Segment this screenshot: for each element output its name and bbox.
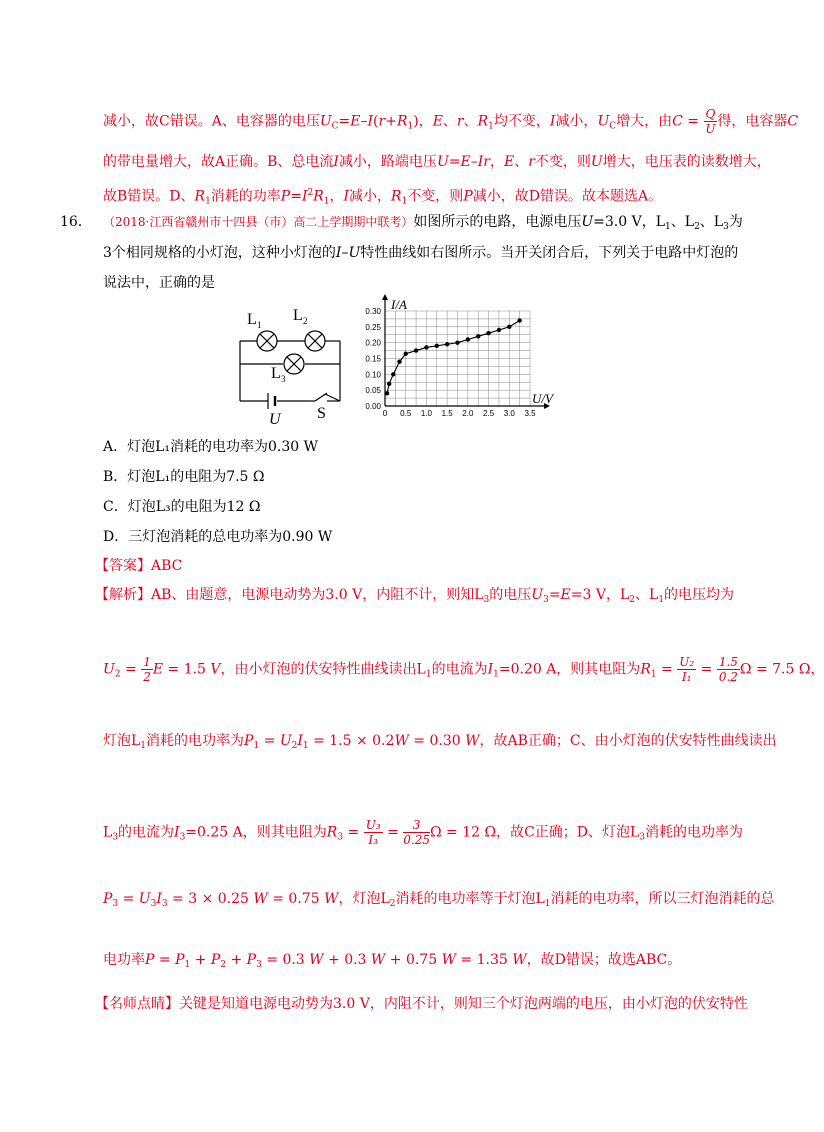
- figure: [235, 296, 553, 431]
- label-u: U: [269, 411, 281, 428]
- data-point: [507, 325, 511, 329]
- label-l3: L: [271, 365, 281, 382]
- question-line-3: 说法中，正确的是: [103, 275, 215, 291]
- question-source: （2018·江西省赣州市十四县（市）高二上学期期中联考）: [103, 215, 414, 229]
- question-line-1: （2018·江西省赣州市十四县（市）高二上学期期中联考）如图所示的电路，电源电压U=3.0 V，$L_1$、$L_2$、$L_3$为: [103, 214, 743, 232]
- lamp-l3-icon: [284, 354, 304, 374]
- data-point: [466, 337, 470, 341]
- x-tick-label: 2.5: [483, 409, 495, 418]
- data-point: [497, 328, 501, 332]
- x-axis-label: U/V: [532, 391, 553, 406]
- lamp-l2-icon: [305, 331, 325, 351]
- x-tick-label: 2.0: [462, 409, 474, 418]
- analysis-a3: 灯泡$L_1$消耗的电功率为$P_1 = U_2I_1 = 1.5 \times 0.2W = 0.30$ W，故AB正确；C、由小灯泡的伏安特性曲线读出: [103, 733, 777, 751]
- teacher-tip: 【名师点睛】关键是知道电源电动势为3.0 V，内阻不计，则知三个灯泡两端的电压，由小灯泡的伏安特性: [95, 996, 748, 1012]
- data-point: [404, 352, 408, 356]
- analysis-line-2: 的带电量增大，故A正确。B、总电流I减小，路端电压U=E–Ir，E、r不变，则U增大，电压表的读数增大，: [103, 154, 771, 170]
- data-point: [385, 391, 389, 395]
- y-axis-arrow-icon: [382, 294, 388, 300]
- data-point: [435, 344, 439, 348]
- data-point: [445, 342, 449, 346]
- x-tick-label: 1.5: [441, 409, 453, 418]
- answer: 【答案】ABC: [95, 558, 183, 574]
- analysis-line-3: 故B错误。D、$R_1$消耗的功率$P=I^2R_1$，I减小，$R_1$不变，则P减小，故D错误。故本题选A。: [103, 188, 663, 207]
- data-point: [414, 348, 418, 352]
- iu-chart: [365, 294, 555, 418]
- analysis-a1: 【解析】AB、由题意，电源电动势为3.0 V，内阻不计，则知$L_3$的电压$U_3=E=3$ V，$L_2$、$L_1$的电压均为: [95, 587, 735, 605]
- y-tick-label: 0.25: [365, 322, 381, 332]
- y-tick-label: 0.10: [365, 370, 381, 380]
- y-axis-label: I/A: [391, 297, 407, 312]
- label-l2-sub: 2: [303, 316, 308, 326]
- y-tick-label: 0.00: [365, 402, 381, 411]
- label-l1-sub: 1: [257, 320, 262, 330]
- x-tick-label: 3.0: [503, 409, 515, 418]
- y-tick-label: 0.15: [365, 354, 381, 364]
- data-point: [455, 340, 459, 344]
- option-d: D．三灯泡消耗的总电功率为0.90 W: [103, 529, 333, 545]
- circuit-diagram: [240, 341, 340, 409]
- option-c: C．灯泡L₃的电阻为12 Ω: [103, 499, 261, 515]
- question-number: 16．: [60, 214, 92, 230]
- question-line-2: 3个相同规格的小灯泡，这种小灯泡的I–U特性曲线如右图所示。当开关闭合后，下列关于电路中灯泡的: [103, 245, 739, 261]
- x-tick-label: 0.5: [400, 409, 412, 418]
- label-s: S: [317, 405, 326, 422]
- label-l3-sub: 3: [281, 374, 286, 384]
- option-b: B．灯泡L₁的电阻为7.5 Ω: [103, 469, 265, 485]
- analysis-a6: 电功率$P = P_1 + P_2 + P_3 = 0.3$ W + 0.3 W + 0.75 W = 1.35 W，故D错误；故选ABC。: [103, 952, 682, 970]
- data-point: [391, 372, 395, 376]
- option-a: A．灯泡L₁消耗的电功率为0.30 W: [103, 439, 319, 455]
- data-point: [486, 331, 490, 335]
- label-l2: L: [293, 307, 303, 324]
- data-point: [476, 334, 480, 338]
- y-tick-label: 0.20: [365, 338, 381, 348]
- analysis-a5: $P_3 = U_3I_3 = 3 \times 0.25$ W = 0.75 W，灯泡$L_2$消耗的电功率等于灯泡$L_1$消耗的电功率，所以三灯泡消耗的总: [103, 891, 775, 909]
- analysis-line-1: 减小，故C错误。A、电容器的电压$U_C=E-I(r+R_1)$，E、r、$R_1$均不变，I减小，$U_C$增大，由C = $\frac{Q}{U}$ 得，电容器C: [103, 107, 799, 136]
- analysis-a2: $U_2$ = $\frac{1}{2}$ E = 1.5 V，由小灯泡的伏安特性曲线读出$L_1$的电流为$I_1=0.20$ A，则其电阻为$R_1$ = $\frac{\text{U₂}}{\text{I₁}}$ = $\frac{1.5}{0.2}$ Ω = 7.5 Ω，: [103, 655, 824, 684]
- data-point: [397, 359, 401, 363]
- x-tick-label: 3.5: [524, 409, 536, 418]
- data-point: [424, 345, 428, 349]
- analysis-a4: $L_3$的电流为$I_3=0.25$ A，则其电阻为$R_3$ = $\frac{\text{U₃}}{\text{I₃}}$ = $\frac{3}{0.25}$ Ω = 12 Ω，故C正确；D、灯泡$L_3$消耗的电功率为: [103, 818, 744, 847]
- label-l1: L: [247, 311, 257, 328]
- data-point: [387, 382, 391, 386]
- x-tick-label: 0: [382, 409, 388, 418]
- lamp-l1-icon: [257, 331, 277, 351]
- x-tick-label: 1.0: [420, 409, 432, 418]
- data-point: [517, 318, 521, 322]
- y-tick-label: 0.05: [365, 386, 381, 396]
- y-tick-label: 0.30: [365, 307, 381, 316]
